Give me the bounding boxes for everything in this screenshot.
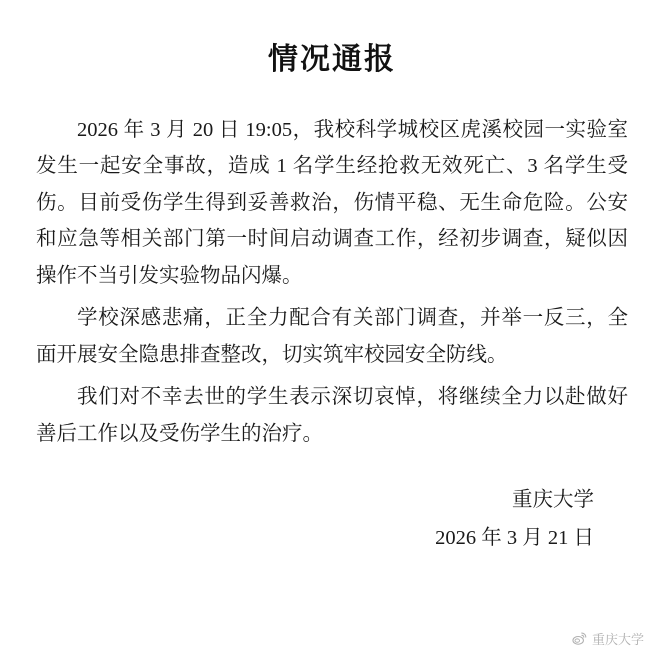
paragraph: 学校深感悲痛，正全力配合有关部门调查，并举一反三，全面开展安全隐患排查整改，切实筑牢校园安全防线。 (36, 307, 628, 366)
watermark-label: 重庆大学 (591, 632, 644, 647)
weibo-icon (572, 631, 587, 646)
watermark (572, 629, 644, 648)
page-title: 情况通报 (268, 43, 396, 76)
signature-date: 2026 年 3 月 21 日 (435, 527, 594, 550)
paragraph: 2026 年 3 月 20 日 19:05，我校科学城校区虎溪校园一实验室发生一起安全事故，造成 1 名学生经抢救无效死亡、3 名学生受伤。目前受伤学生得到妥善救治，伤情平稳、无生命危险。公安和应急等相关部门第一时间启动调查工作，经初步调查，疑似因操作不当引发实验物品闪爆。 (36, 119, 628, 287)
paragraph: 我们对不幸去世的学生表示深切哀悼，将继续全力以赴做好善后工作以及受伤学生的治疗。 (36, 386, 628, 445)
signature-organization: 重庆大学 (512, 489, 594, 512)
signature-block (24, 482, 640, 558)
document-page (0, 34, 664, 656)
document-body (24, 112, 640, 452)
